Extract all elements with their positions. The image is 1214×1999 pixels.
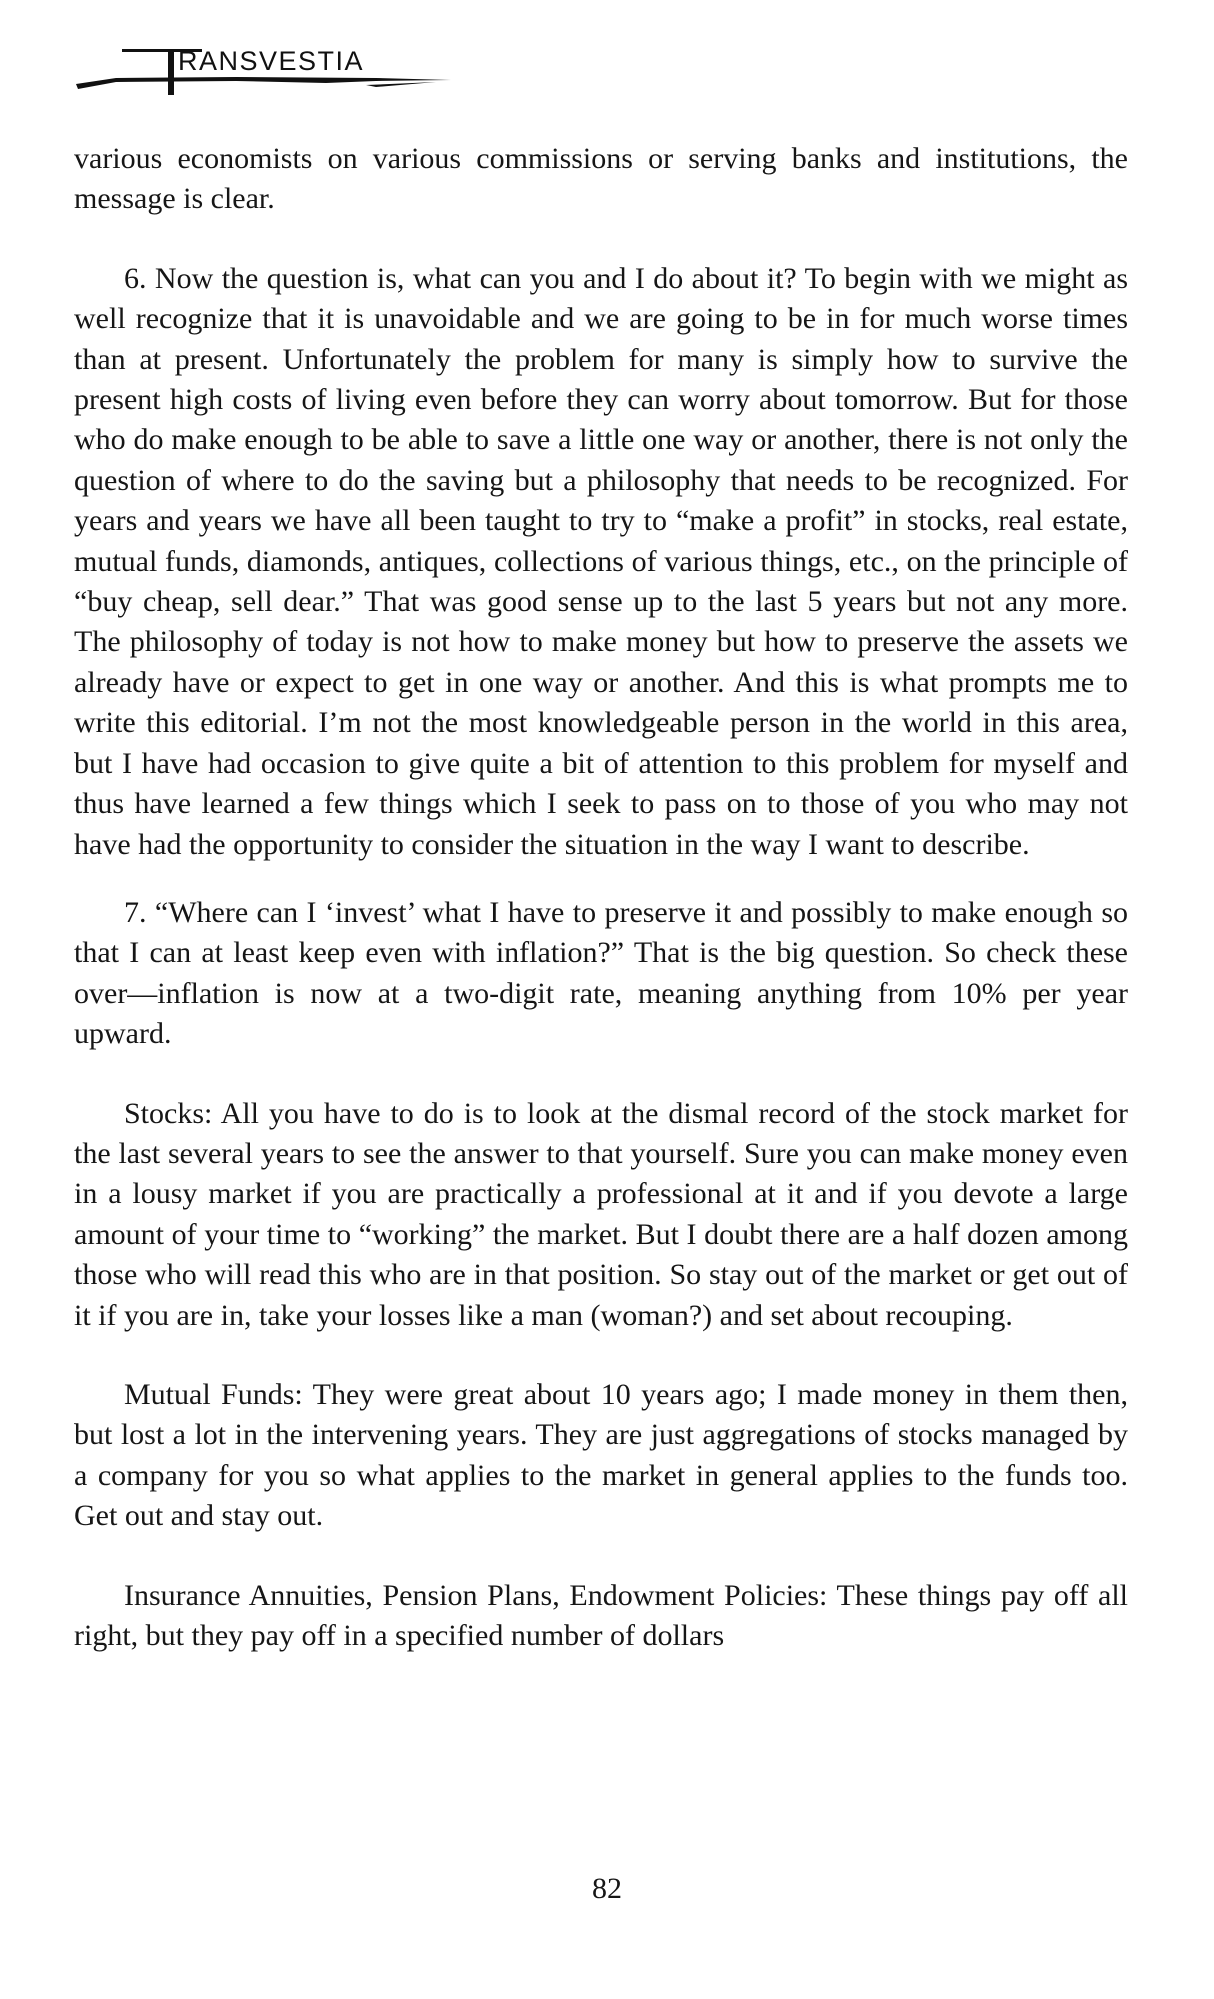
- paragraph-continuation: various economists on various commissions or serving banks and institutions, the message is clear.: [74, 142, 1128, 216]
- paragraph-point-7: 7. “Where can I ‘invest’ what I have to preserve it and possibly to make enough so that I can at least keep even with inflation?” That is the big question. So check these over—inflation is now at a two-digit rate, meaning anything from 10% per year upward.: [74, 895, 1128, 1051]
- page-number: 82: [592, 1872, 622, 1905]
- paragraph-mutual-funds: Mutual Funds: They were great about 10 years ago; I made money in them then, but lost a lot in the intervening years. They are just aggregations of stocks managed by a company for you so what applies to the market in general applies to the funds too. Get out and stay out.: [74, 1377, 1128, 1533]
- journal-title: RANSVESTIA: [178, 46, 365, 76]
- article-body: [74, 139, 1128, 1656]
- paragraph-stocks: Stocks: All you have to do is to look at the dismal record of the stock market for the last several years to see the answer to that yourself. Sure you can make money even in a lousy market if you are practically a professional at it and if you devote a large amount of your time to “working” the market. But I doubt there are a half dozen among those who will read this who are in that position. So stay out of the market or get out of it if you are in, take your losses like a man (woman?) and set about recouping.: [74, 1096, 1128, 1332]
- paragraph-point-6: 6. Now the question is, what can you and I do about it? To begin with we might as well recognize that it is unavoidable and we are going to be in for much worse times than at present. Unfortunately the problem for many is simply how to survive the present high costs of living even before they can worry about tomorrow. But for those who do make enough to be able to save a little one way or another, there is not only the question of where to do the saving but a philosophy that needs to be recognized. For years and years we have all been taught to try to “make a profit” in stocks, real estate, mutual funds, diamonds, antiques, collections of various things, etc., on the principle of “buy cheap, sell dear.” That was good sense up to the last 5 years but not any more. The philosophy of today is not how to make money but how to preserve the assets we already have or expect to get in one way or another. And this is what prompts me to write this editorial. I’m not the most knowledgeable person in the world in this area, but I have had occasion to give quite a bit of attention to this problem for myself and thus have learned a few things which I seek to pass on to those of you who may not have had the opportunity to consider the situation in the way I want to describe.: [74, 261, 1128, 861]
- journal-masthead: [76, 42, 456, 98]
- paragraph-insurance: Insurance Annuities, Pension Plans, Endowment Policies: These things pay off all right, but they pay off in a specified number of dollars: [74, 1578, 1128, 1652]
